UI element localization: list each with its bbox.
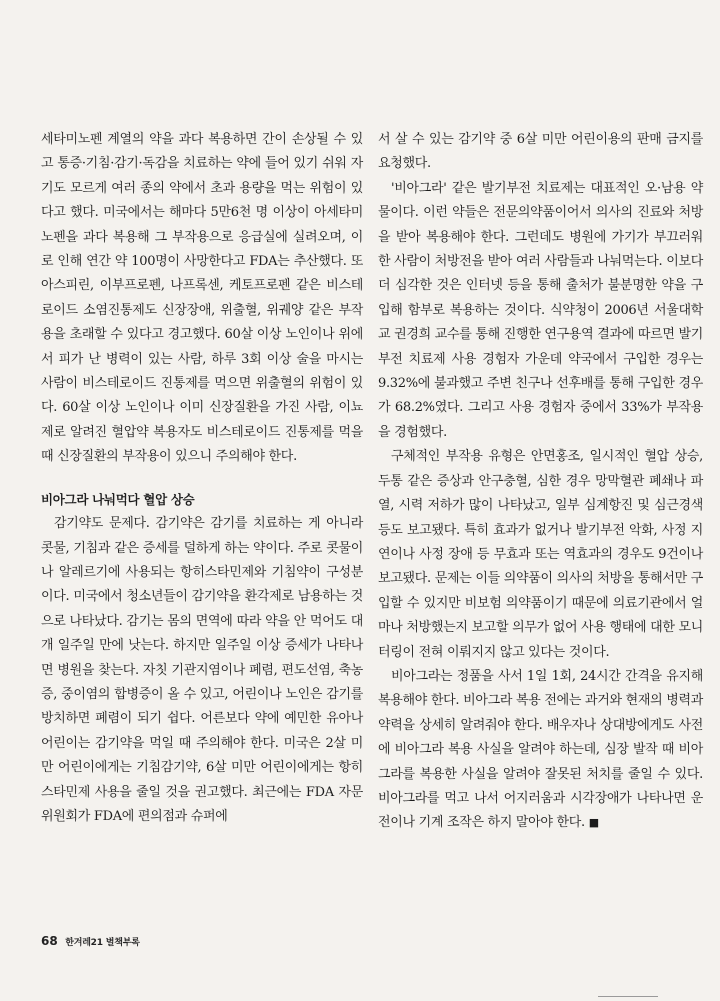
body-paragraph: 구체적인 부작용 유형은 안면홍조, 일시적인 혈압 상승, 두통 같은 증상과 안구충혈, 심한 경우 망막혈관 폐쇄나 파열, 시력 저하가 많이 나타났고, 일부 심계항진 및 심근경색 등도 보고됐다. 특히 효과가 없거나 발기부전 악화, 사정 지연이나 사정 장애 등 무효과 또는 역효과의 경우도 9건이나 보고됐다. 문제는 이들 의약품이 의사의 처방을 통해서만 구입할 수 있지만 비보험 의약품이기 때문에 의료기관에서 얼마나 처방했는지 보고할 의무가 없어 사용 행태에 대한 모니터링이 전혀 이뤄지지 않고 있다는 것이다. [378, 449, 703, 660]
section-heading: 비아그라 나눠먹다 혈압 상승 [41, 491, 195, 507]
left-column [41, 128, 363, 829]
right-column [378, 128, 703, 836]
body-paragraph: 감기약도 문제다. 감기약은 감기를 치료하는 게 아니라 콧물, 기침과 같은 증세를 덜하게 하는 약이다. 주로 콧물이나 알레르기에 사용되는 항히스타민제와 기침약이 구성분이다. 미국에서 청소년들이 감기약을 환각제로 남용하는 것으로 나타났다. 감기는 몸의 면역에 따라 약을 안 먹어도 대개 일주일 만에 낫는다. 하지만 일주일 이상 증세가 나타나면 병원을 찾는다. 자칫 기관지염이나 폐렴, 편도선염, 축농증, 중이염의 합병증이 올 수 있고, 어린이나 노인은 감기를 방치하면 폐렴이 되기 쉽다. 어른보다 약에 예민한 유아나 어린이는 감기약을 먹일 때 주의해야 한다. 미국은 2살 미만 어린이에게는 기침감기약, 6살 미만 어린이에게는 항히스타민제 사용을 줄일 것을 권고했다. 최근에는 FDA 자문위원회가 FDA에 편의점과 슈퍼에 [41, 516, 363, 824]
page-footer [41, 934, 140, 948]
paragraph-text: 비아그라는 정품을 사서 1일 1회, 24시간 간격을 유지해 복용해야 한다. 비아그라 복용 전에는 과거와 현재의 병력과 약력을 상세히 알려줘야 한다. 배우자나 상대방에게도 사전에 비아그라 복용 사실을 알려야 하는데, 심장 발작 때 비아그라를 복용한 사실을 알려야 잘못된 처치를 줄일 수 있다. 비아그라를 먹고 나서 어지러움과 시각장애가 나타나면 운전이나 기계 조작은 하지 말아야 한다. [378, 668, 703, 831]
body-paragraph: 세타미노펜 계열의 약을 과다 복용하면 간이 손상될 수 있고 통증·기침·감기·독감을 치료하는 약에 들어 있기 쉬워 자기도 모르게 여러 종의 약에서 초과 용량을 먹는 위험이 있다고 했다. 미국에서는 해마다 5만6천 명 이상이 아세타미노펜을 과다 복용해 그 부작용으로 응급실에 실려오며, 이로 인해 연간 약 100명이 사망한다고 FDA는 추산했다. 또 아스피린, 이부프로펜, 나프록센, 케토프로펜 같은 비스테로이드 소염진통제도 신장장애, 위출혈, 위궤양 같은 부작용을 초래할 수 있다고 경고했다. 60살 이상 노인이나 위에서 피가 난 병력이 있는 사람, 하루 3회 이상 술을 마시는 사람이 비스테로이드 진통제를 먹으면 위출혈의 위험이 있다. 60살 이상 노인이나 이미 신장질환을 가진 사람, 이뇨제로 알려진 혈압약 복용자도 비스테로이드 진통제를 먹을 때 신장질환의 부작용이 있으니 주의해야 한다. [41, 132, 363, 465]
body-paragraph: '비아그라' 같은 발기부전 치료제는 대표적인 오·남용 약물이다. 이런 약들은 전문의약품이어서 의사의 진료와 처방을 받아 복용해야 한다. 그런데도 병원에 가기가 부끄러워 한 사람이 처방전을 받아 여러 사람들과 나눠먹는다. 이보다 더 심각한 것은 인터넷 등을 통해 출처가 불분명한 약을 구입해 함부로 복용하는 것이다. 식약청이 2006년 서울대학교 권경희 교수를 통해 진행한 연구용역 결과에 따르면 발기부전 치료제 사용 경험자 가운데 약국에서 구입한 경우는 9.32%에 불과했고 주변 친구나 선후배를 통해 구입한 경우가 68.2%였다. 그리고 사용 경험자 중에서 33%가 부작용을 경험했다. [378, 180, 703, 440]
scan-edge-mark [598, 996, 658, 997]
magazine-name: 한겨레21 별책부록 [65, 938, 140, 948]
body-paragraph [378, 665, 703, 836]
body-paragraph: 서 살 수 있는 감기약 중 6살 미만 어린이용의 판매 금지를 요청했다. [378, 132, 703, 172]
page-number: 68 [41, 934, 58, 948]
end-mark: ■ [588, 816, 599, 830]
